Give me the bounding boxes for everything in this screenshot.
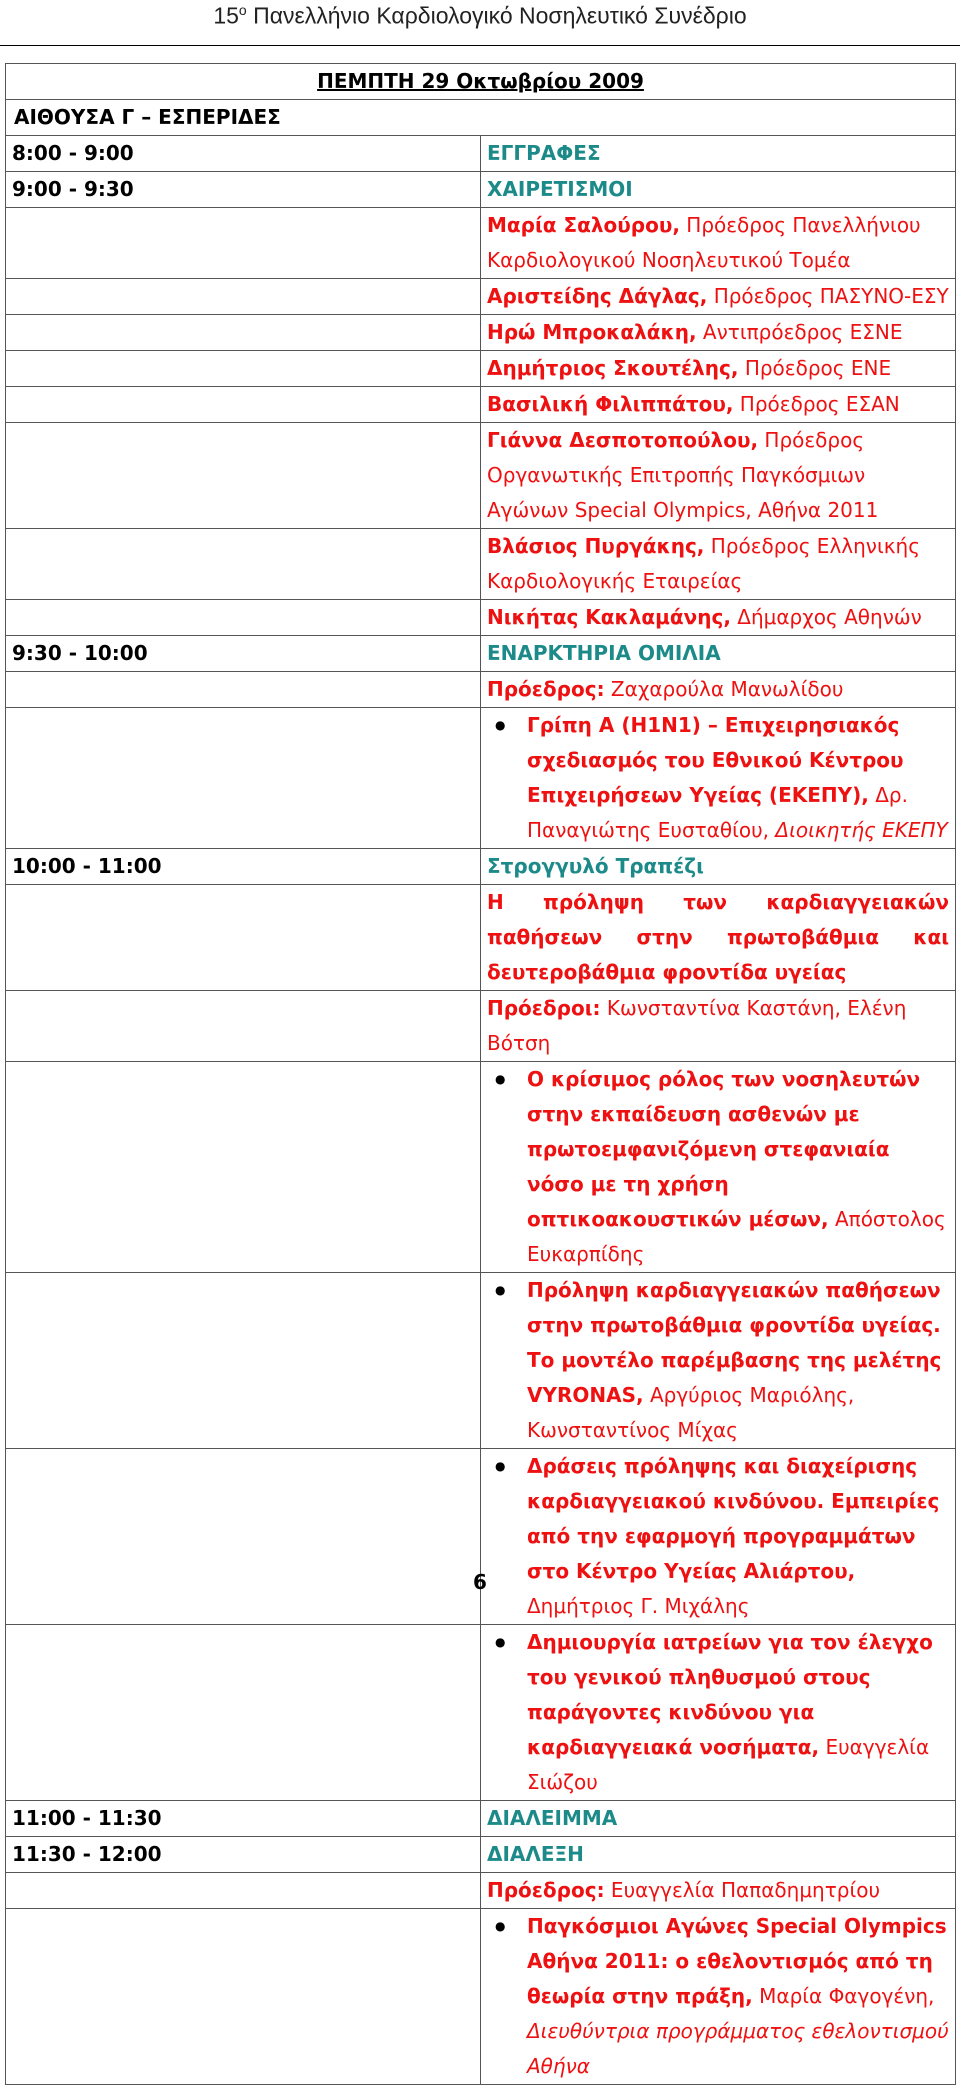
greeter-row	[6, 529, 956, 600]
session-row	[6, 1837, 956, 1873]
session-row	[6, 136, 956, 172]
talk-row	[6, 1909, 956, 2085]
date-heading: ΠΕΜΠΤΗ 29 Οκτωβρίου 2009	[317, 69, 644, 93]
greeter-row	[6, 315, 956, 351]
greeter-row	[6, 600, 956, 636]
session-label: ΧΑΙΡΕΤΙΣΜΟΙ	[481, 172, 956, 208]
chair-row	[6, 1873, 956, 1909]
greeter-row	[6, 387, 956, 423]
speaker-name: Δημήτριος Σκουτέλης,	[487, 356, 739, 380]
speaker-role: Πρόεδρος ΕΝΕ	[738, 356, 892, 380]
talk-row	[6, 1273, 956, 1449]
talk-title: Παγκόσμιοι Αγώνες Special Olympics Αθήνα 2011: ο εθελοντισμός από τη θεωρία στην πράξη,	[527, 1914, 947, 2008]
session-label: ΔΙΑΛΕΞΗ	[481, 1837, 956, 1873]
talk-title: Ο κρίσιμος ρόλος των νοσηλευτών στην εκπαίδευση ασθενών με πρωτοεμφανιζόμενη στεφανιαία νόσο με τη χρήση οπτικοακουστικών μέσων,	[527, 1067, 921, 1231]
talk-author: Απόστολος Ευκαρπίδης	[527, 1207, 946, 1266]
speaker-role: Πρόεδρος ΕΣΑΝ	[733, 392, 900, 416]
hall-name: ΑΙΘΟΥΣΑ Γ – ΕΣΠΕΡΙΔΕΣ	[6, 100, 956, 136]
speaker-name: Βασιλική Φιλιππάτου,	[487, 392, 734, 416]
greeter-row	[6, 351, 956, 387]
speaker-role: Πρόεδρος Οργανωτικής Επιτροπής Παγκόσμιων Αγώνων Special Olympics, Αθήνα 2011	[487, 428, 879, 522]
talk-author: Δρ. Παναγιώτης Ευσταθίου,	[527, 783, 908, 842]
programme-table	[5, 63, 956, 2085]
chair-label: Πρόεδρος:	[487, 1878, 605, 1902]
talk-item	[527, 1273, 949, 1448]
talk-author: Μαρία Φαγογένη,	[752, 1984, 935, 2008]
talk-row	[6, 1449, 956, 1625]
speaker-name: Βλάσιος Πυργάκης,	[487, 534, 705, 558]
session-label: ΔΙΑΛΕΙΜΜΑ	[481, 1801, 956, 1837]
speaker-role: Πρόεδρος Ελληνικής Καρδιολογικής Εταιρείας	[487, 534, 920, 593]
session-label: ΕΝΑΡΚΤΗΡΙΑ ΟΜΙΛΙΑ	[481, 636, 956, 672]
talk-item	[527, 1625, 949, 1800]
greeter-row	[6, 423, 956, 529]
talk-author-role: Διοικητής ΕΚΕΠΥ	[775, 818, 948, 842]
date-row	[6, 64, 956, 100]
speaker-name: Μαρία Σαλούρου,	[487, 213, 680, 237]
session-label: ΕΓΓΡΑΦΕΣ	[481, 136, 956, 172]
chair-row	[6, 991, 956, 1062]
speaker-name: Αριστείδης Δάγλας,	[487, 284, 708, 308]
time-cell: 9:30 - 10:00	[6, 636, 481, 672]
talk-row	[6, 1062, 956, 1273]
speaker-name: Ηρώ Μπροκαλάκη,	[487, 320, 697, 344]
greeter-row	[6, 208, 956, 279]
talk-item	[527, 708, 949, 848]
speaker-name: Γιάννα Δεσποτοπούλου,	[487, 428, 759, 452]
page-number: 6	[473, 1570, 487, 1594]
time-cell: 8:00 - 9:00	[6, 136, 481, 172]
time-cell: 9:00 - 9:30	[6, 172, 481, 208]
chair-name: Ζαχαρούλα Μανωλίδου	[604, 677, 844, 701]
header-rule	[0, 45, 960, 46]
talk-author: Αργύριος Μαριόλης, Κωνσταντίνος Μίχας	[527, 1383, 855, 1442]
time-cell: 10:00 - 11:00	[6, 849, 481, 885]
speaker-role: Πρόεδρος ΠΑΣΥΝΟ-ΕΣΥ	[707, 284, 949, 308]
talk-row	[6, 1625, 956, 1801]
session-row	[6, 1801, 956, 1837]
talk-author: Ευαγγελία Σιώζου	[527, 1735, 930, 1794]
talk-title: Πρόληψη καρδιαγγειακών παθήσεων στην πρωτοβάθμια φροντίδα υγείας. Το μοντέλο παρέμβασης της μελέτης VYRONAS,	[527, 1278, 942, 1407]
talk-item	[527, 1909, 949, 2084]
time-cell: 11:30 - 12:00	[6, 1837, 481, 1873]
talk-author-role: Διευθύντρια προγράμματος εθελοντισμού Αθήνα	[527, 2019, 949, 2078]
time-cell: 11:00 - 11:30	[6, 1801, 481, 1837]
chair-name: Κωνσταντίνα Καστάνη, Ελένη Βότση	[487, 996, 907, 1055]
session-row	[6, 636, 956, 672]
hall-row	[6, 100, 956, 136]
chair-label: Πρόεδρος:	[487, 677, 605, 701]
session-row	[6, 849, 956, 885]
speaker-role: Πρόεδρος Πανελλήνιου Καρδιολογικού Νοσηλευτικού Τομέα	[487, 213, 921, 272]
speaker-role: Αντιπρόεδρος ΕΣΝΕ	[696, 320, 903, 344]
chair-row	[6, 672, 956, 708]
talk-title: Γρίπη Α (Η1Ν1) – Επιχειρησιακός σχεδιασμός του Εθνικού Κέντρου Επιχειρήσεων Υγείας (ΕΚΕΠΥ),	[527, 713, 904, 807]
talk-row	[6, 708, 956, 849]
session-label: Στρογγυλό Τραπέζι	[481, 849, 956, 885]
talk-author: Δημήτριος Γ. Μιχάλης	[527, 1594, 750, 1618]
speaker-name: Νικήτας Κακλαμάνης,	[487, 605, 731, 629]
speaker-role: Δήμαρχος Αθηνών	[730, 605, 922, 629]
topic-row	[6, 885, 956, 991]
session-row	[6, 172, 956, 208]
greeter-row	[6, 279, 956, 315]
chair-name: Ευαγγελία Παπαδημητρίου	[604, 1878, 881, 1902]
talk-item	[527, 1449, 949, 1624]
talk-title: Δημιουργία ιατρείων για τον έλεγχο του γενικού πληθυσμού στους παράγοντες κινδύνου για καρδιαγγειακά νοσήματα,	[527, 1630, 933, 1759]
chair-label: Πρόεδροι:	[487, 996, 601, 1020]
running-header: $15^o$ Πανελλήνιο Καρδιολογικό Νοσηλευτικό Συνέδριο	[213, 2, 747, 29]
session-topic: Η πρόληψη των καρδιαγγειακών παθήσεων στην πρωτοβάθμια και δευτεροβάθμια φροντίδα υγείας	[481, 885, 956, 991]
talk-title: Δράσεις πρόληψης και διαχείρισης καρδιαγγειακού κινδύνου. Εμπειρίες από την εφαρμογή προγραμμάτων στο Κέντρο Υγείας Αλιάρτου,	[527, 1454, 940, 1583]
talk-item	[527, 1062, 949, 1272]
